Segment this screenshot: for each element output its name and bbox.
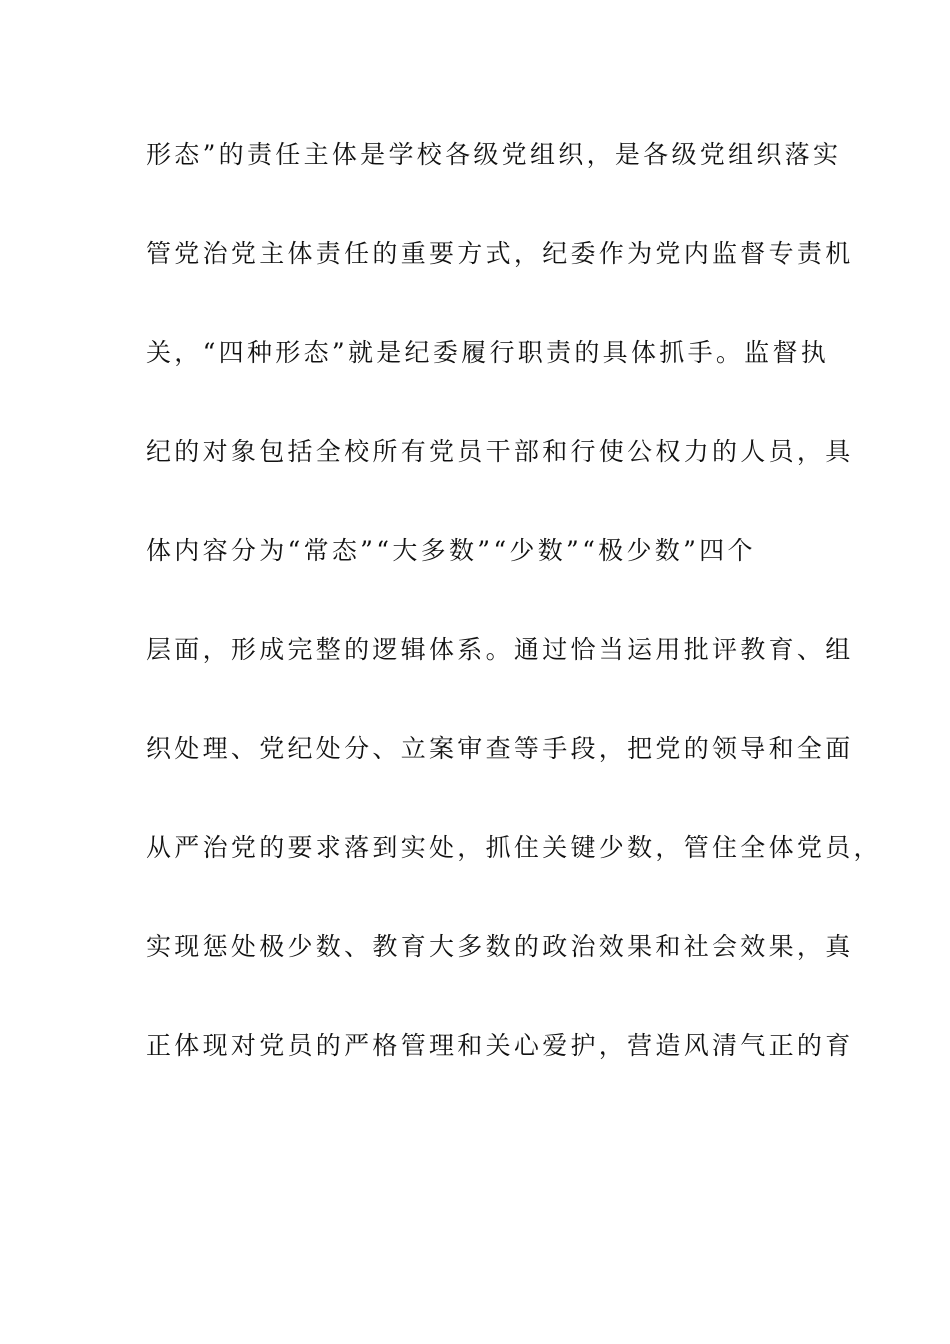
text-line-4: 纪的对象包括全校所有党员干部和行使公权力的人员，具 <box>146 437 854 466</box>
text-line-9: 实现惩处极少数、教育大多数的政治效果和社会效果，真 <box>146 932 854 961</box>
text-line-5: 体内容分为“常态”“大多数”“少数”“极少数”四个 <box>146 536 756 565</box>
text-line-7: 织处理、党纪处分、立案审查等手段，把党的领导和全面 <box>146 734 854 763</box>
text-line-6: 层面，形成完整的逻辑体系。通过恰当运用批评教育、组 <box>146 635 854 664</box>
text-line-10: 正体现对党员的严格管理和关心爱护，营造风清气正的育 <box>146 1031 854 1060</box>
text-line-8: 从严治党的要求落到实处，抓住关键少数，管住全体党员， <box>146 833 882 862</box>
text-line-2: 管党治党主体责任的重要方式，纪委作为党内监督专责机 <box>146 239 854 268</box>
text-line-3: 关，“四种形态”就是纪委履行职责的具体抓手。监督执 <box>146 338 830 367</box>
text-line-1: 形态”的责任主体是学校各级党组织，是各级党组织落实 <box>146 140 842 169</box>
body-text <box>146 130 882 1120</box>
